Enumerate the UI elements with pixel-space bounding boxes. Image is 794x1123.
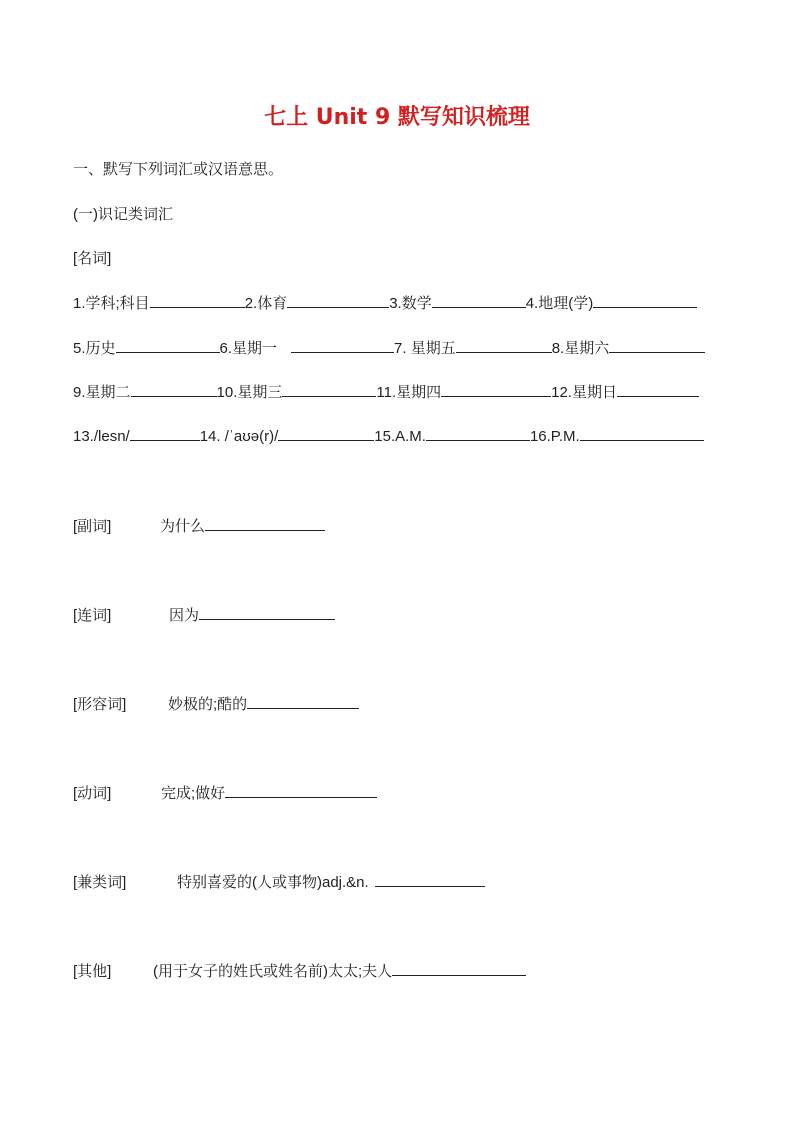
vocab-item: 8.星期六 <box>551 340 610 357</box>
answer-blank[interactable] <box>225 783 377 798</box>
vocab-item: 5.历史 <box>73 340 116 357</box>
vocab-item: (用于女子的姓氏或姓名前)太太;夫人 <box>153 963 393 980</box>
page-title: 七上 Unit 9 默写知识梳理 <box>264 105 530 130</box>
adverb-row <box>73 515 325 536</box>
answer-blank[interactable] <box>291 338 394 353</box>
vocab-item: 2.体育 <box>244 295 288 312</box>
answer-blank[interactable] <box>392 961 526 976</box>
answer-blank[interactable] <box>130 426 200 441</box>
vocab-item: 9.星期二 <box>73 384 131 401</box>
noun-row-1 <box>73 292 697 313</box>
vocab-item: 11.星期四 <box>376 384 442 401</box>
adjective-tag: [形容词] <box>73 696 127 713</box>
adverb-tag: [副词] <box>73 518 112 535</box>
other-tag: [其他] <box>73 963 112 980</box>
other-row <box>73 960 526 981</box>
answer-blank[interactable] <box>617 382 699 397</box>
noun-row-3 <box>73 381 699 402</box>
vocab-item: 14. /ˈaʊə(r)/ <box>199 428 279 445</box>
vocab-item: 因为 <box>169 607 200 624</box>
verb-row <box>73 782 377 803</box>
vocab-item: 16.P.M. <box>529 428 580 445</box>
noun-tag: [名词] <box>73 250 112 267</box>
vocab-item: 为什么 <box>160 518 206 535</box>
multi-class-row <box>73 871 485 892</box>
answer-blank[interactable] <box>205 516 325 531</box>
answer-blank[interactable] <box>580 426 704 441</box>
answer-blank[interactable] <box>593 293 697 308</box>
answer-blank[interactable] <box>609 338 705 353</box>
verb-tag: [动词] <box>73 785 112 802</box>
vocab-item: 1.学科;科目 <box>73 295 150 312</box>
noun-row-4 <box>73 426 704 445</box>
answer-blank[interactable] <box>131 382 217 397</box>
conjunction-tag: [连词] <box>73 607 112 624</box>
vocab-item: 13./lesn/ <box>73 428 130 445</box>
answer-blank[interactable] <box>375 872 485 887</box>
vocab-item: 完成;做好 <box>161 785 226 802</box>
answer-blank[interactable] <box>426 426 530 441</box>
answer-blank[interactable] <box>247 694 359 709</box>
section-heading: 一、默写下列词汇或汉语意思。 <box>73 161 284 178</box>
answer-blank[interactable] <box>287 293 389 308</box>
noun-row-2 <box>73 337 705 358</box>
vocab-item: 15.A.M. <box>374 428 426 445</box>
answer-blank[interactable] <box>456 338 552 353</box>
subsection-heading: (一)识记类词汇 <box>73 206 173 223</box>
answer-blank[interactable] <box>441 382 551 397</box>
adjective-row <box>73 693 359 714</box>
answer-blank[interactable] <box>116 338 220 353</box>
answer-blank[interactable] <box>150 293 245 308</box>
conjunction-row <box>73 604 335 625</box>
vocab-item: 7. 星期五 <box>394 340 456 357</box>
answer-blank[interactable] <box>278 426 374 441</box>
vocab-item: 10.星期三 <box>216 384 283 401</box>
multi-class-tag: [兼类词] <box>73 874 127 891</box>
answer-blank[interactable] <box>432 293 526 308</box>
vocab-item: 4.地理(学) <box>525 295 594 312</box>
vocab-item: 特别喜爱的(人或事物)adj.&n. <box>177 874 369 891</box>
answer-blank[interactable] <box>282 382 376 397</box>
vocab-item: 3.数学 <box>389 295 432 312</box>
vocab-item: 妙极的;酷的 <box>168 696 248 713</box>
answer-blank[interactable] <box>199 605 335 620</box>
vocab-item: 6.星期一 <box>219 340 278 357</box>
vocab-item: 12.星期日 <box>551 384 617 401</box>
